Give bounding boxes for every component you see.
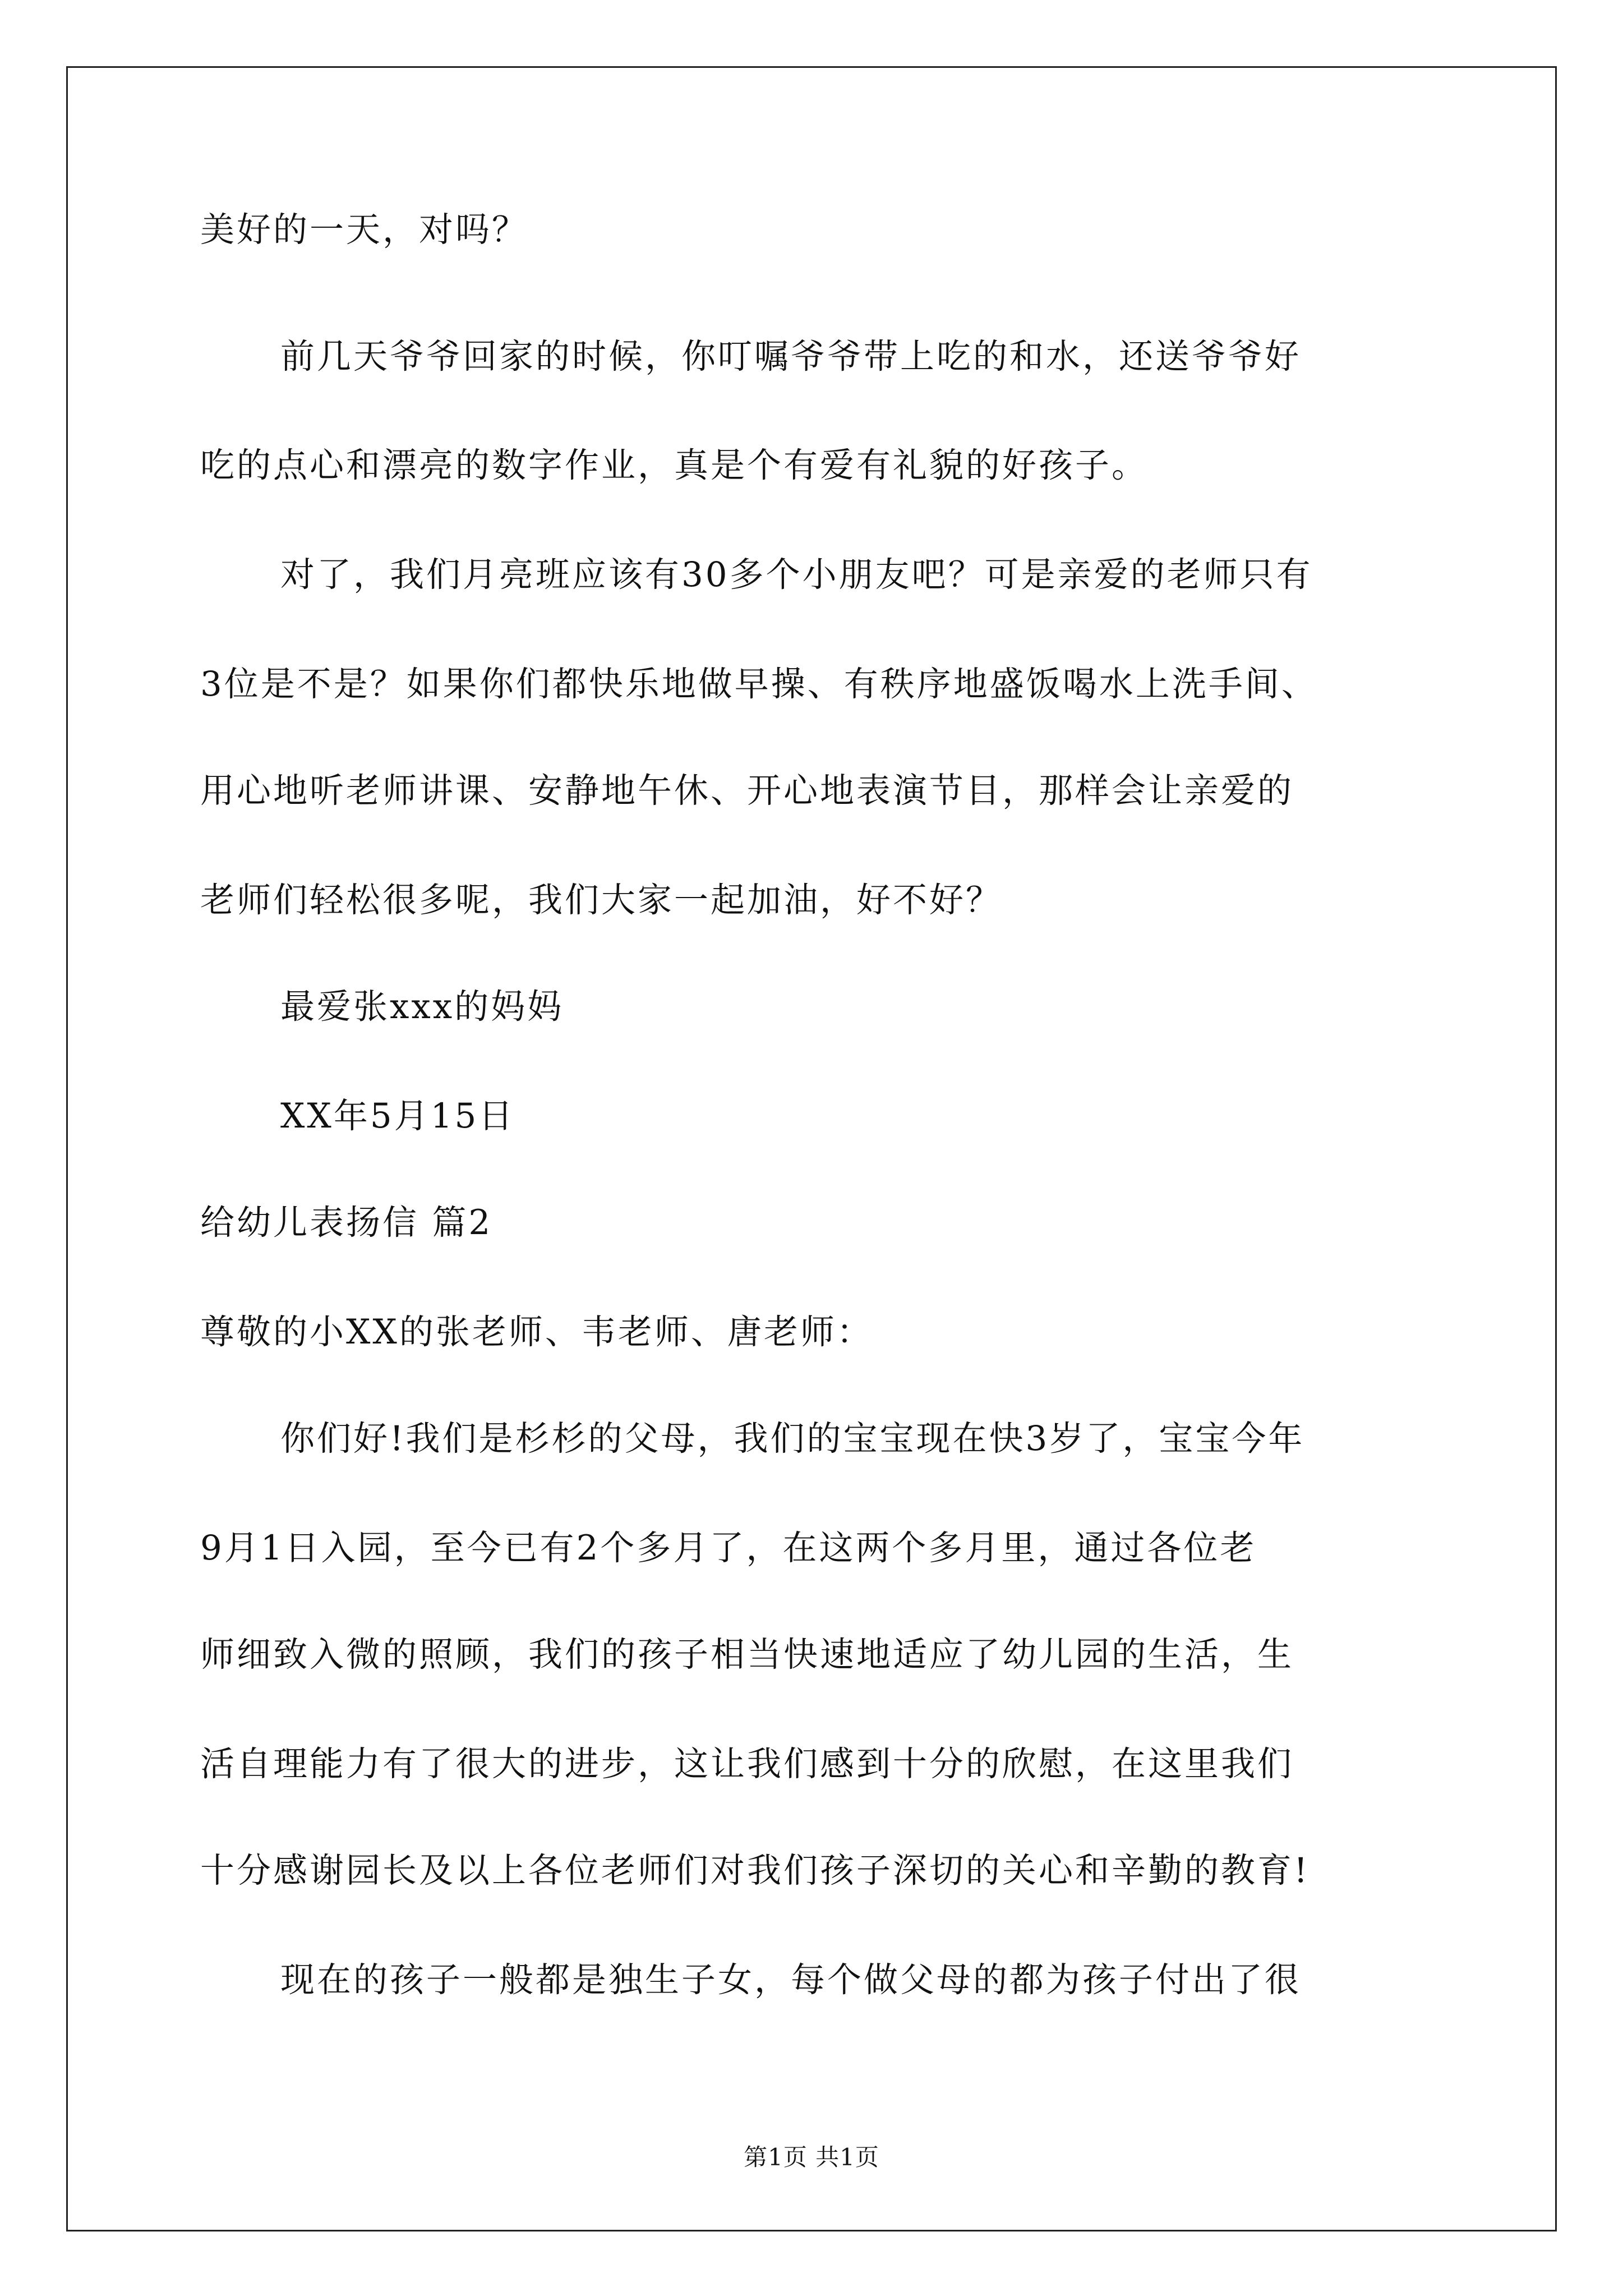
text-line: 活自理能力有了很大的进步，这让我们感到十分的欣慰，在这里我们 (200, 1744, 1294, 1784)
date-line: XX年5月15日 (280, 1096, 515, 1136)
section-heading: 给幼儿表扬信 篇2 (200, 1203, 493, 1243)
salutation-line: 尊敬的小XX的张老师、韦老师、唐老师： (200, 1312, 873, 1352)
text-line: 师细致入微的照顾，我们的孩子相当快速地适应了幼儿园的生活，生 (200, 1635, 1294, 1674)
text-line: 老师们轻松很多呢，我们大家一起加油，好不好？ (200, 880, 1003, 920)
text-line: 吃的点心和漂亮的数字作业，真是个有爱有礼貌的好孩子。 (200, 445, 1149, 485)
text-line: 用心地听老师讲课、安静地午休、开心地表演节目，那样会让亲爱的 (200, 771, 1294, 811)
page-border (66, 66, 1557, 2231)
text-line: 美好的一天，对吗？ (200, 210, 529, 250)
text-line: 3位是不是？如果你们都快乐地做早操、有秩序地盛饭喝水上洗手间、 (200, 664, 1318, 704)
paragraph-line: 现在的孩子一般都是独生子女，每个做父母的都为孩子付出了很 (280, 1960, 1302, 2000)
paragraph-line: 对了，我们月亮班应该有30多个小朋友吧？可是亲爱的老师只有 (280, 555, 1313, 595)
signature-line: 最爱张xxx的妈妈 (280, 987, 564, 1027)
paragraph-line: 前几天爷爷回家的时候，你叮嘱爷爷带上吃的和水，还送爷爷好 (280, 337, 1302, 376)
paragraph-line: 你们好!我们是杉杉的父母，我们的宝宝现在快3岁了，宝宝今年 (280, 1419, 1305, 1458)
page-footer: 第1页 共1页 (744, 2143, 879, 2171)
text-line: 9月1日入园，至今已有2个多月了，在这两个多月里，通过各位老 (200, 1528, 1257, 1568)
text-line: 十分感谢园长及以上各位老师们对我们孩子深切的关心和辛勤的教育! (200, 1851, 1310, 1890)
